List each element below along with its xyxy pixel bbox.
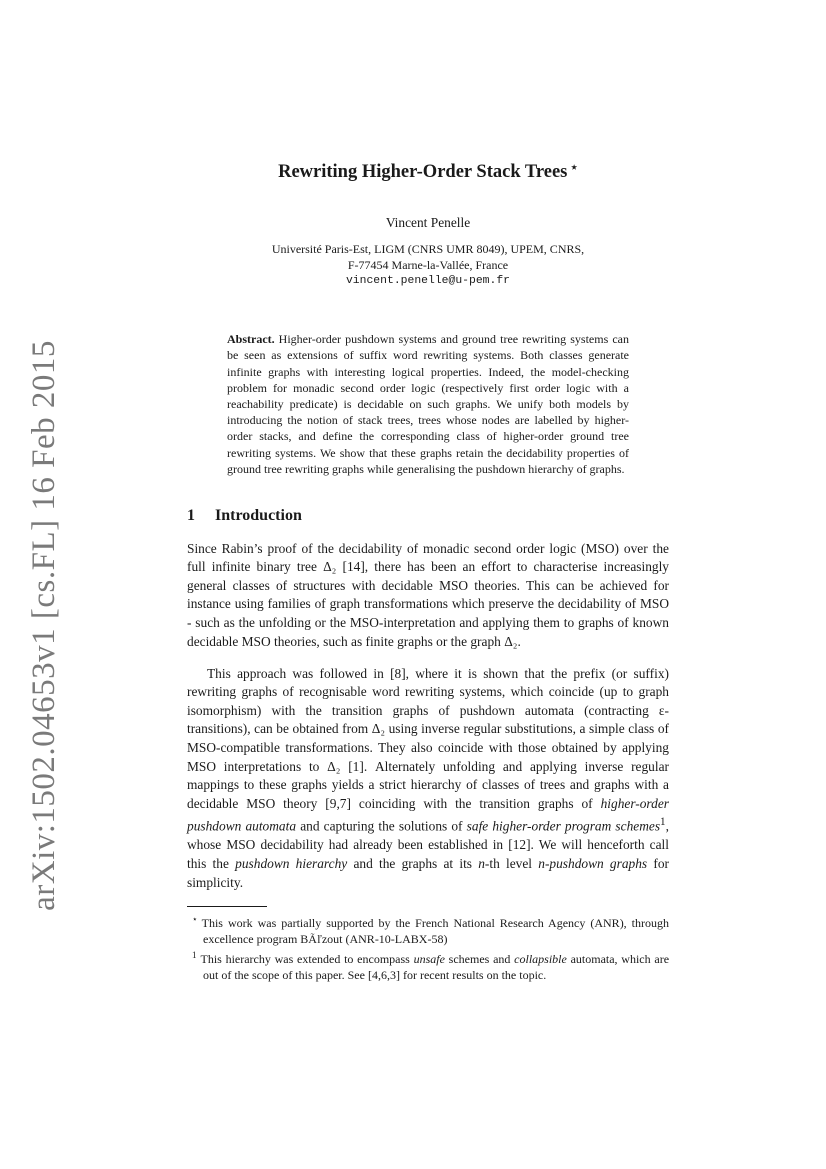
section-number: 1 bbox=[187, 507, 195, 525]
para2-text-d: and the graphs at its bbox=[353, 855, 472, 871]
footnote-star-mark: ⋆ bbox=[192, 913, 198, 924]
footnote-1 bbox=[187, 947, 669, 983]
para2-text-e: -th level bbox=[484, 855, 533, 871]
author-email[interactable]: vincent.penelle@u-pem.fr bbox=[345, 275, 511, 287]
intro-paragraph-2 bbox=[187, 665, 669, 893]
para2-em-hierarchy: pushdown hierarchy bbox=[235, 855, 348, 871]
arxiv-id: arXiv:1502.04653v1 [cs.FL] 16 Feb 2015 bbox=[25, 339, 62, 911]
affiliation bbox=[187, 241, 669, 290]
para2-text-f: for simplicity. bbox=[187, 855, 669, 890]
footnote-star bbox=[187, 911, 669, 947]
footnote-rule bbox=[187, 906, 267, 907]
paper-title bbox=[187, 155, 669, 184]
title-footnote-mark: ⋆ bbox=[570, 160, 578, 174]
footnote-1-text-b: schemes and bbox=[448, 951, 511, 966]
intro-paragraph-1: Since Rabin’s proof of the decidability of monadic second order logic (MSO) over the full infinite binary tree Δ₂ [14], there has been an effort to characterise increasingly general classes of structures with decidable MSO theories. This can be achieved for instance using families of graph transformations which preserve the decidability of MSO - such as the unfolding or the MSO-interpretation and applying them to graphs of known decidable MSO theories, such as finite graphs or the graph Δ₂. bbox=[187, 540, 669, 649]
para2-em-npushdown: n-pushdown graphs bbox=[538, 855, 648, 871]
section-heading bbox=[187, 507, 669, 526]
footnote-1-em-collapsible: collapsible bbox=[514, 951, 567, 966]
section-title: Introduction bbox=[215, 507, 302, 525]
para2-text-a: This approach was followed in [8], where it is shown that the prefix (or suffix) rewriting graphs of recognisable word rewriting systems, which coincide (up to graph isomorphism) with the transition graphs of pushdown automata (contracting ε-transitions), can be obtained from Δ₂ using inverse regular substitutions, a simple class of MSO-compatible transformations. They also coincide with those obtained by applying MSO interpretations to Δ₂ [1]. Alternately unfolding and applying inverse regular mappings to these graphs yields a strict hierarchy of classes of trees and graphs with a decidable MSO theory [9,7] coinciding with the transition graphs of bbox=[187, 665, 669, 811]
abstract-label: Abstract. bbox=[227, 332, 275, 347]
arxiv-stamp bbox=[14, 339, 74, 911]
abstract bbox=[227, 331, 629, 477]
footnote-star-text: This work was partially supported by the French National Research Agency (ANR), through excellence program BÃľzout (ANR-10-LABX-58) bbox=[201, 915, 669, 946]
para2-em-hopda: higher-order pushdown automata bbox=[187, 795, 669, 834]
footnote-1-mark: 1 bbox=[192, 949, 197, 960]
footnote-1-text-a: This hierarchy was extended to encompass bbox=[200, 951, 410, 966]
title-text: Rewriting Higher-Order Stack Trees bbox=[278, 162, 568, 182]
para2-em-schemes: safe higher-order program schemes bbox=[466, 818, 661, 834]
footnote-1-text-c: automata, which are out of the scope of this paper. See [4,6,3] for recent results on the topic. bbox=[203, 951, 670, 983]
para2-text-c: , whose MSO decidability had already been established in [12]. We will henceforth call this the bbox=[187, 818, 669, 871]
affiliation-line-2: F-77454 Marne-la-Vallée, France bbox=[347, 257, 509, 272]
affiliation-line-1: Université Paris-Est, LIGM (CNRS UMR 8049), UPEM, CNRS, bbox=[271, 241, 585, 256]
para2-text-b: and capturing the solutions of bbox=[300, 818, 463, 834]
footnote-ref-1[interactable]: 1 bbox=[660, 816, 666, 829]
author-name: Vincent Penelle bbox=[385, 215, 471, 230]
para2-em-n: n bbox=[478, 855, 485, 871]
footnotes bbox=[187, 906, 669, 984]
footnote-1-em-unsafe: unsafe bbox=[413, 951, 445, 966]
abstract-text: Higher-order pushdown systems and ground tree rewriting systems can be seen as extensions of suffix word rewriting systems. Both classes generate infinite graphs with interesting logical properties. Indeed, the model-checking problem for monadic second order logic (respectively first order logic with a reachability predicate) is decidable on such graphs. We unify both models by introducing the notion of stack trees, trees whose nodes are labelled by higher-order stacks, and define the corresponding class of higher-order ground tree rewriting systems. We show that these graphs retain the decidability properties of ground tree rewriting graphs while generalising the pushdown hierarchy of graphs. bbox=[227, 332, 629, 476]
paper-page bbox=[187, 155, 669, 983]
